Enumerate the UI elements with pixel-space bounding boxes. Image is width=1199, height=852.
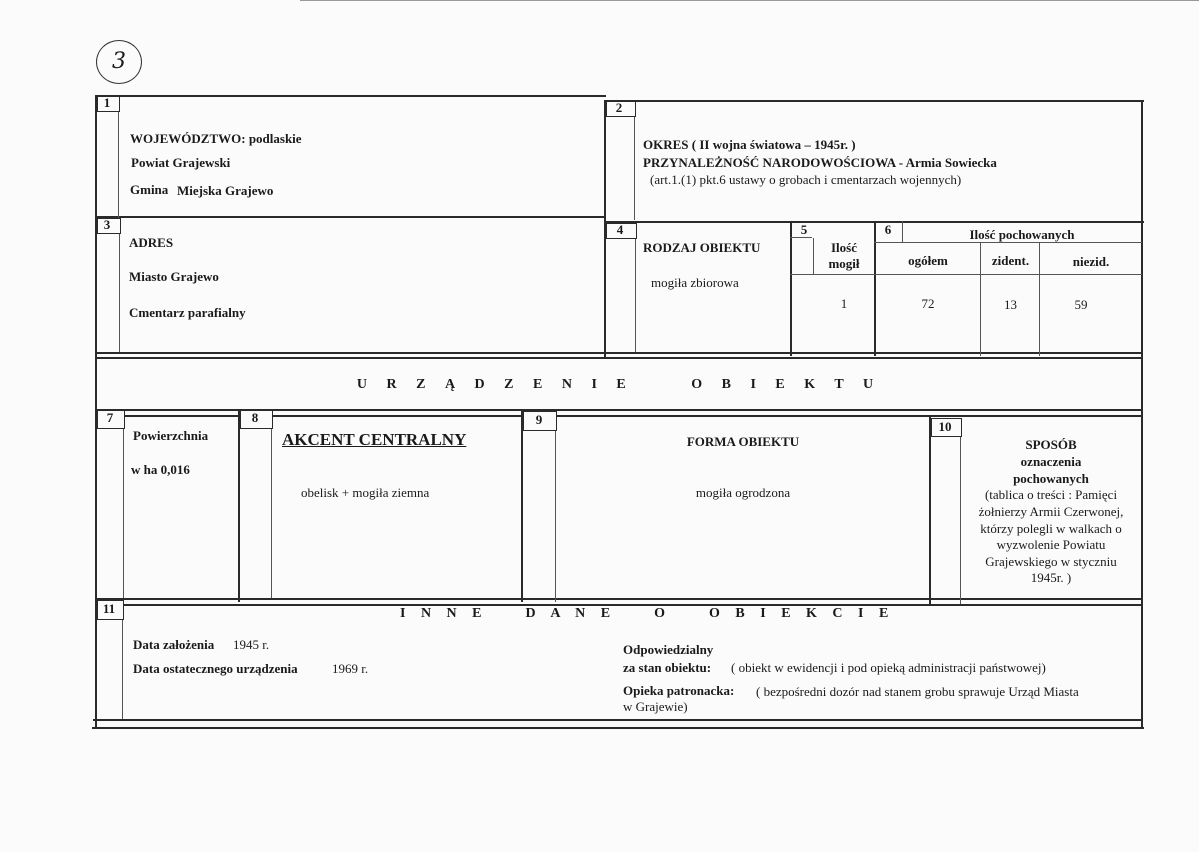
data-urzadzenia-value: 1969 r. — [332, 661, 369, 676]
section-10-number: 10 — [938, 419, 952, 434]
section-9-number: 9 — [535, 412, 543, 427]
sposob-desc-4: wyzwolenie Powiatu — [996, 537, 1106, 552]
opieka-value-2: w Grajewie) — [623, 699, 688, 714]
sposob-line2: oznaczenia — [1020, 454, 1082, 469]
ilosc-mogil-value: 1 — [840, 296, 848, 311]
section-7-number: 7 — [106, 410, 114, 425]
val-niezid: 59 — [1074, 297, 1088, 312]
data-zalozenia-label: Data założenia — [133, 637, 215, 652]
przynaleznosc: PRZYNALEŻNOŚĆ NARODOWOŚCIOWA - Armia Sowiecka — [643, 155, 997, 170]
sposob-line1: SPOSÓB — [1025, 437, 1077, 452]
data-urzadzenia-label: Data ostatecznego urządzenia — [133, 661, 298, 676]
col-niezid: niezid. — [1072, 254, 1110, 269]
akcent-centralny-title: AKCENT CENTRALNY — [282, 430, 467, 449]
sposob-line3: pochowanych — [1013, 471, 1089, 486]
section-3-number: 3 — [103, 217, 111, 232]
gmina-label: Gmina — [130, 182, 169, 197]
ilosc-pochowanych-title: Ilość pochowanych — [969, 227, 1075, 242]
data-zalozenia-value: 1945 r. — [233, 637, 270, 652]
art-reference: (art.1.(1) pkt.6 ustawy o grobach i cmentarzach wojennych) — [650, 172, 962, 187]
wojewodztwo: WOJEWÓDZTWO: podlaskie — [130, 131, 302, 146]
forma-obiektu-value: mogiła ogrodzona — [695, 485, 791, 500]
powierzchnia-value: w ha 0,016 — [131, 462, 190, 477]
cmentarz: Cmentarz parafialny — [129, 305, 246, 320]
section-6-number: 6 — [884, 222, 892, 237]
sposob-desc-3: którzy polegli w walkach o — [980, 521, 1122, 536]
section-4-number: 4 — [616, 222, 624, 237]
col-ogolem: ogółem — [908, 253, 948, 268]
section-5-number: 5 — [800, 222, 808, 237]
opieka-value-1: ( bezpośredni dozór nad stanem grobu sprawuje Urząd Miasta — [756, 684, 1079, 699]
adres-label: ADRES — [129, 235, 174, 250]
val-zident: 13 — [1004, 297, 1017, 312]
odpowiedzialny-label: Odpowiedzialny — [623, 642, 714, 657]
powierzchnia-label: Powierzchnia — [133, 428, 209, 443]
za-stan-label: za stan obiektu: — [623, 660, 712, 675]
rodzaj-obiektu-label: RODZAJ OBIEKTU — [643, 240, 761, 255]
sposob-desc-5: Grajewskiego w styczniu — [985, 554, 1117, 569]
sposob-desc-2: żołnierzy Armii Czerwonej, — [978, 504, 1124, 519]
val-ogolem: 72 — [921, 296, 935, 311]
miasto: Miasto Grajewo — [129, 269, 219, 284]
akcent-centralny-value: obelisk + mogiła ziemna — [301, 485, 430, 500]
inne-dane-heading: I N N E D A N E O O B I E K C I E — [400, 606, 895, 621]
page-number: 3 — [112, 49, 126, 74]
okres: OKRES ( II wojna światowa – 1945r. ) — [643, 137, 856, 152]
section-1-number: 1 — [103, 95, 111, 110]
ilosc-mogil-label-2: mogił — [828, 256, 860, 271]
za-stan-value: ( obiekt w ewidencji i pod opieką administracji państwowej) — [731, 660, 1046, 675]
page-number-circle — [96, 40, 142, 84]
urzadzenie-obiektu-heading: U R Z Ą D Z E N I E O B I E K T U — [356, 377, 882, 392]
scan-top-edge — [300, 0, 1199, 1]
section-11-number: 11 — [102, 601, 116, 616]
section-8-number: 8 — [251, 410, 259, 425]
opieka-label: Opieka patronacka: — [623, 683, 735, 698]
sposob-desc-1: (tablica o treści : Pamięci — [984, 487, 1118, 502]
col-zident: zident. — [991, 253, 1030, 268]
sposob-desc-6: 1945r. ) — [1030, 570, 1072, 585]
section-2-number: 2 — [615, 100, 623, 115]
ilosc-mogil-label-1: Ilość — [831, 240, 857, 255]
gmina-value: Miejska Grajewo — [177, 183, 274, 198]
powiat: Powiat Grajewski — [131, 155, 231, 170]
forma-obiektu-title: FORMA OBIEKTU — [686, 434, 800, 449]
rodzaj-obiektu-value: mogiła zbiorowa — [651, 275, 739, 290]
